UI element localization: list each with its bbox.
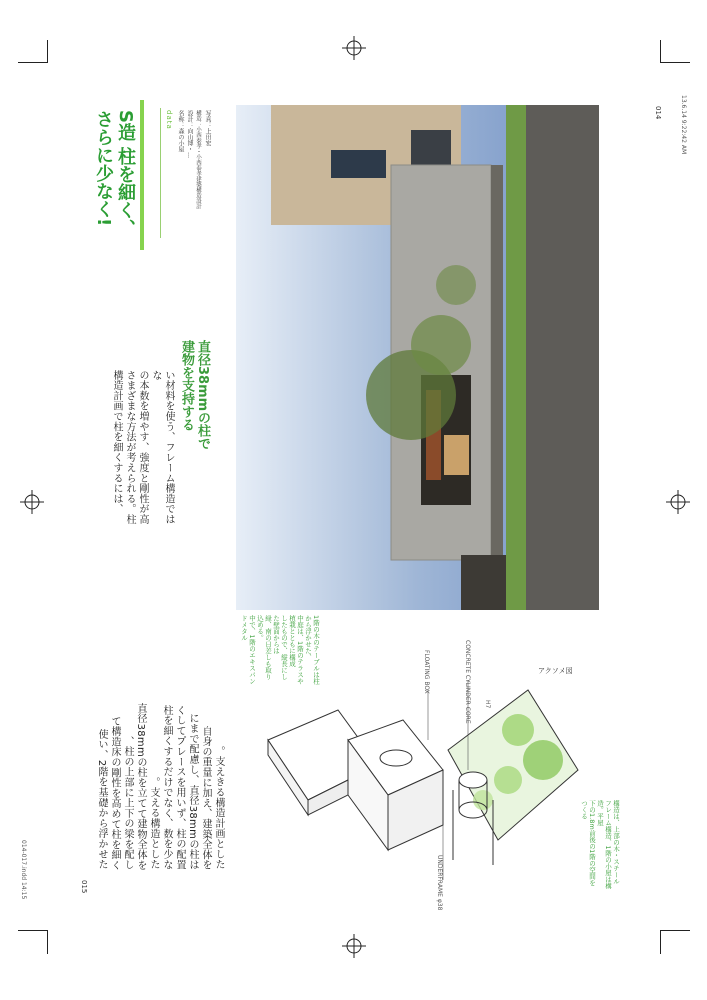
caption-line: 1階の木のテーブルは柱から浮かせた、 — [304, 615, 320, 685]
label-underframe: UNDERFRAME φ38 — [436, 855, 443, 911]
label-core: CONCRETE CYLINDER CORE — [464, 640, 471, 724]
body-line: の本数を増やす、強度と剛性が高 — [137, 370, 148, 525]
body-line: くしてプレースを用いず、柱の配置 — [174, 705, 185, 870]
data-box-line: 構造：小西泰孝・小西泰孝建築構造設計 — [195, 110, 201, 209]
drawing-caption — [580, 800, 620, 890]
crop-mark — [47, 40, 48, 62]
registration-mark-icon — [342, 36, 366, 60]
body-line: 構造計画で柱を細くするには、 — [111, 370, 122, 515]
title-line-2: さらに少なく! — [93, 110, 114, 227]
label-h7: H7 — [484, 700, 491, 709]
body-line: 支える構造とした。 — [148, 777, 159, 870]
crop-mark — [660, 40, 661, 62]
body-line: 使い、2階を基礎から浮かせた — [96, 729, 107, 870]
caption-line: 緑、南の日差しも取り込める。 — [256, 615, 272, 680]
data-box-label: data — [165, 110, 173, 130]
subhead-line-2: 建物を支持する — [179, 340, 194, 431]
caption-line: 中庭は、1階のテラスや植栽とともに構成 — [288, 615, 304, 685]
body-line: さまざまな方法が考えられる。柱 — [124, 370, 135, 525]
body-line: い材料を使う、フレーム構造ではな — [150, 370, 174, 525]
body-line: 柱を細くするだけでなく、数を少な — [161, 705, 172, 870]
crop-mark — [18, 62, 48, 63]
folio-right: 014 — [654, 106, 662, 120]
data-box-line: 名称：森の小屋 — [177, 110, 184, 152]
building-photo — [236, 105, 599, 610]
title-accent-bar — [140, 100, 144, 250]
caption-line: したもので、縦長にした壁面からは — [272, 615, 288, 680]
registration-mark-icon — [342, 934, 366, 958]
timestamp: 13.6.14 9:22:42 AM — [680, 95, 687, 155]
section-subhead — [178, 340, 210, 450]
axonometric-graphic — [228, 650, 588, 890]
data-box-line: 写真：上田宏 — [204, 110, 211, 146]
crop-mark — [660, 62, 690, 63]
caption-line: 構造は、上部の木・スチールフレーム構造、1階の小屋は構造。平屋 — [596, 800, 620, 889]
data-box-line: 設計：向山博・… — [186, 110, 193, 158]
body-column-b — [85, 545, 225, 870]
slug-line: 014-017.indd 14:15 — [20, 840, 27, 900]
caption-line: 中で、1階のエキスパンドメタル — [240, 615, 256, 685]
body-column-a — [110, 370, 175, 530]
registration-mark-icon — [666, 490, 690, 514]
body-line: 自身の重量に加え、建築全体を — [200, 725, 211, 870]
folio-left: 015 — [80, 880, 88, 894]
body-line: て構造床の剛性を高めて柱を細く — [109, 715, 120, 870]
crop-mark — [47, 930, 48, 954]
building-photo-graphic — [236, 105, 599, 610]
page-title — [92, 110, 136, 237]
title-line-1: S造 柱を細く、 — [115, 110, 136, 238]
subhead-line-1: 直径38mmの柱で — [195, 340, 210, 451]
body-line: 直径38mmの柱を立てて建物全体を — [135, 702, 146, 870]
caption-line: 下の1.8m前後の1階の空間をつくる — [580, 800, 596, 886]
crop-mark — [18, 930, 48, 931]
crop-mark — [660, 930, 661, 954]
label-axonometric: アクソメ図 — [538, 667, 573, 675]
body-line: にまで配慮し、直径38mmの柱は — [187, 712, 198, 870]
body-line: 柱の上部に上下の梁を配し、 — [122, 736, 133, 870]
body-line: 支えきる構造計画とした。 — [213, 746, 224, 870]
registration-mark-icon — [20, 490, 44, 514]
crop-mark — [660, 930, 690, 931]
label-floating-box: FLOATING BOX — [423, 650, 430, 694]
